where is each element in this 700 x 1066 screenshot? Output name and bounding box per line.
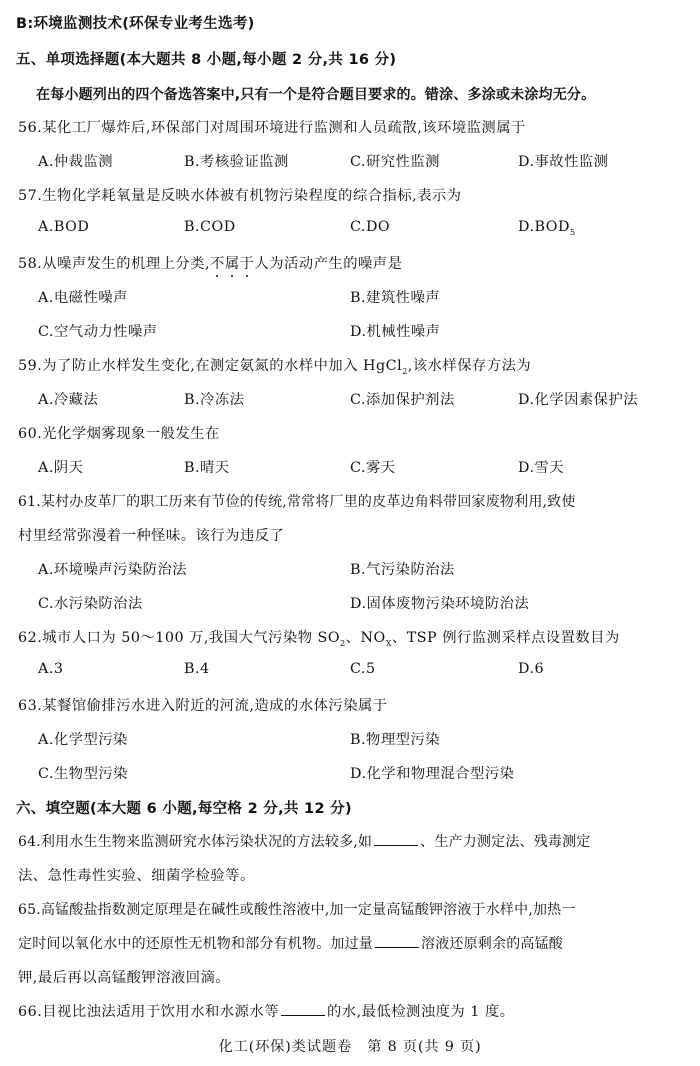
q60-option-c: C.雾天	[350, 460, 396, 476]
q57-option-c: C.DO	[350, 219, 391, 235]
emphasis-dot-char: 于	[239, 256, 255, 272]
q63-option-b: B.物理型污染	[350, 732, 441, 748]
q59-subscript: 2	[402, 366, 408, 376]
q57-stem: 57.生物化学耗氧量是反映水体被有机物污染程度的综合指标,表示为	[18, 188, 462, 204]
q66-stem: 66.目视比浊法适用于饮用水和水源水等 的水,最低检测浊度为 1 度。	[18, 1004, 515, 1020]
q59-option-c: C.添加保护剂法	[350, 392, 455, 408]
q62-subscript-nox: X	[385, 638, 392, 648]
q56-option-b: B.考核验证监测	[184, 154, 289, 170]
q65-stem-line2: 定时间以氧化水中的还原性无机物和部分有机物。加过量 溶液还原剩余的高锰酸	[18, 936, 563, 952]
q65-stem-line1: 65.高锰酸盐指数测定原理是在碱性或酸性溶液中,加一定量高锰酸钾溶液于水样中,加热一	[18, 902, 576, 918]
q58-option-c: C.空气动力性噪声	[38, 324, 158, 340]
q57-option-b: B.COD	[184, 219, 236, 235]
q61-option-d: D.固体废物污染环境防治法	[350, 596, 530, 612]
q58-option-d: D.机械性噪声	[350, 324, 441, 340]
q57-option-a: A.BOD	[38, 219, 90, 235]
q61-stem-line2: 村里经常弥漫着一种怪味。该行为违反了	[18, 528, 285, 544]
q61-option-b: B.气污染防治法	[350, 562, 455, 578]
q61-option-a: A.环境噪声污染防治法	[38, 562, 188, 578]
q59-option-a: A.冷藏法	[38, 392, 99, 408]
q63-option-d: D.化学和物理混合型污染	[350, 766, 515, 782]
q65-stem-line3: 钾,最后再以高锰酸钾溶液回滴。	[18, 970, 231, 986]
q57-option-d: $D.BOD_5$	[518, 219, 576, 237]
part5-instruction: 在每小题列出的四个备选答案中,只有一个是符合题目要求的。错涂、多涂或未涂均无分。	[36, 87, 596, 103]
emphasis-dot-char: 不	[210, 256, 225, 272]
q56-option-a: A.仲裁监测	[38, 154, 114, 170]
q60-stem: 60.光化学烟雾现象一般发生在	[18, 426, 220, 442]
emphasis-dot-char: 属	[224, 256, 240, 272]
section-b-title: B:环境监测技术(环保专业考生选考)	[16, 16, 255, 32]
q58-option-b: B.建筑性噪声	[350, 290, 441, 306]
q62-option-b: B.4	[184, 661, 210, 677]
q62-option-c: C.5	[350, 661, 376, 677]
q60-option-b: B.晴天	[184, 460, 230, 476]
q64-stem-line1: 64.利用水生生物来监测研究水体污染状况的方法较多,如 、生产力测定法、残毒测定	[18, 834, 591, 850]
q62-option-a: A.3	[38, 661, 64, 677]
q61-option-c: C.水污染防治法	[38, 596, 143, 612]
q59-option-d: D.化学因素保护法	[518, 392, 639, 408]
q63-option-a: A.化学型污染	[38, 732, 128, 748]
q62-subscript-so2: 2	[340, 638, 346, 648]
part5-title: 五、单项选择题(本大题共 8 小题,每小题 2 分,共 16 分)	[16, 52, 397, 68]
q56-stem: 56.某化工厂爆炸后,环保部门对周围环境进行监测和人员疏散,该环境监测属于	[18, 120, 526, 136]
q60-option-d: D.雪天	[518, 460, 565, 476]
q61-stem-line1: 61.某村办皮革厂的职工历来有节俭的传统,常常将厂里的皮革边角料带回家废物利用,致使	[18, 494, 576, 510]
q63-option-c: C.生物型污染	[38, 766, 128, 782]
q62-stem: 62.城市人口为 50～100 万,我国大气污染物 $SO_2$、$NO_X$、TSP 例行监测采样点设置数目为	[18, 630, 620, 648]
answer-blank[interactable]	[374, 833, 418, 846]
q56-option-c: C.研究性监测	[350, 154, 440, 170]
page-footer: 化工(环保)类试题卷 第 8 页(共 9 页)	[218, 1039, 482, 1055]
q62-option-d: D.6	[518, 661, 545, 677]
answer-blank[interactable]	[281, 1003, 325, 1016]
part6-title: 六、填空题(本大题 6 小题,每空格 2 分,共 12 分)	[16, 801, 352, 817]
q56-option-d: D.事故性监测	[518, 154, 609, 170]
q58-option-a: A.电磁性噪声	[38, 290, 128, 306]
q60-option-a: A.阴天	[38, 460, 84, 476]
q59-option-b: B.冷冻法	[184, 392, 245, 408]
q58-stem: 58.从噪声发生的机理上分类,不属于人为活动产生的噪声是	[18, 256, 403, 272]
q64-stem-line2: 法、急性毒性实验、细菌学检验等。	[18, 868, 255, 884]
q63-stem: 63.某餐馆偷排污水进入附近的河流,造成的水体污染属于	[18, 698, 388, 714]
q59-stem: 59.为了防止水样发生变化,在测定氨氮的水样中加入 HgCl$_2$,该水样保存方法为	[18, 358, 532, 376]
q57-option-d-subscript: 5	[569, 227, 576, 237]
answer-blank[interactable]	[375, 935, 419, 948]
